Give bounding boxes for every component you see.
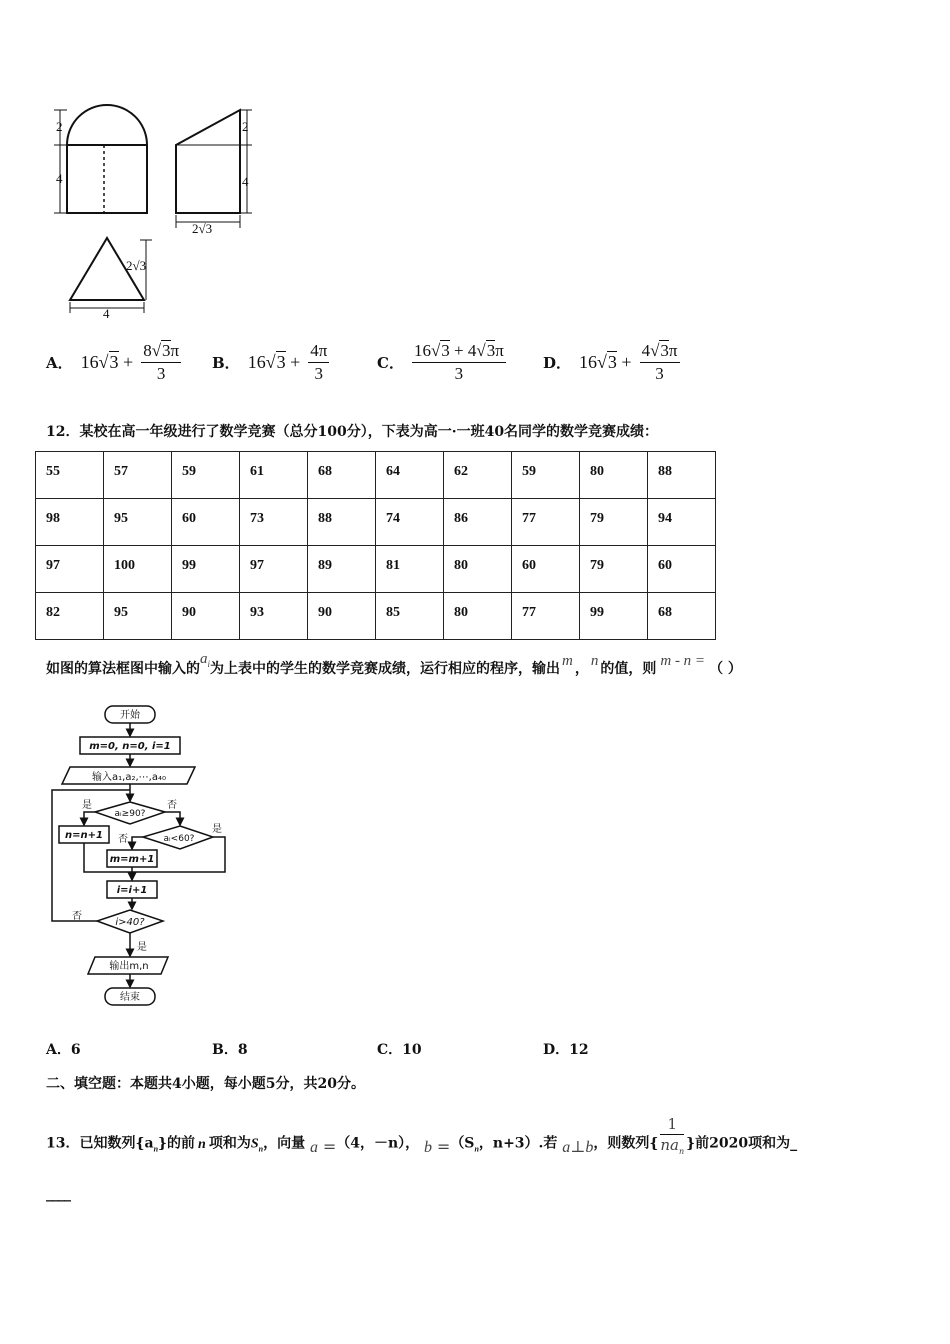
table-row xyxy=(36,546,716,593)
table-cell: 79 xyxy=(580,499,648,546)
front-label-top: 2 xyxy=(56,119,63,134)
table-cell: 80 xyxy=(444,593,512,640)
table-cell: 100 xyxy=(104,546,172,593)
flow-cond2-label: aᵢ<60? xyxy=(163,834,195,844)
table-cell: 73 xyxy=(240,499,308,546)
table-cell: 60 xyxy=(172,499,240,546)
flow-i-inc-label: i=i+1 xyxy=(116,885,148,896)
table-cell: 97 xyxy=(240,546,308,593)
top-label-base: 4 xyxy=(103,306,110,320)
table-cell: 55 xyxy=(36,452,104,499)
table-cell: 90 xyxy=(172,593,240,640)
table-cell: 74 xyxy=(376,499,444,546)
three-view-figure xyxy=(40,100,280,320)
q11-option-a[interactable]: A． 16√3 + $\frac{8√3\pi}{3}$ xyxy=(46,340,180,383)
table-cell: 59 xyxy=(512,452,580,499)
side-view-outline xyxy=(176,110,240,213)
flow-output-label: 输出m,n xyxy=(109,961,149,972)
table-cell: 85 xyxy=(376,593,444,640)
table-cell: 95 xyxy=(104,499,172,546)
side-label-base: 2√3 xyxy=(192,221,213,236)
flow-n-inc-label: n=n+1 xyxy=(65,830,103,841)
table-cell: 86 xyxy=(444,499,512,546)
top-label-height: 2√3 xyxy=(126,258,147,273)
table-cell: 62 xyxy=(444,452,512,499)
flow-input-label: 输入a₁,a₂,⋯,a₄₀ xyxy=(92,772,166,783)
flow-yes-3: 是 xyxy=(137,942,147,953)
table-cell: 88 xyxy=(308,499,376,546)
flow-start-label: 开始 xyxy=(120,710,140,721)
table-cell: 82 xyxy=(36,593,104,640)
flow-yes-1: 是 xyxy=(82,800,92,811)
algorithm-flowchart xyxy=(45,700,245,1012)
q11-option-b[interactable]: B． 16√3 + $\frac{4\pi}{3}$ xyxy=(212,340,328,383)
q12-option-c[interactable]: C．10 xyxy=(377,1042,422,1058)
q12-option-d[interactable]: D．12 xyxy=(543,1042,589,1058)
flow-init-label: m=0, n=0, i=1 xyxy=(89,741,171,752)
q11-option-c[interactable]: C． $\frac{16√3 + 4√3\pi}{3}$ xyxy=(377,340,504,383)
score-table xyxy=(35,451,716,640)
table-cell: 89 xyxy=(308,546,376,593)
table-cell: 99 xyxy=(580,593,648,640)
q12-stem: 12．某校在高一年级进行了数学竞赛（总分100分），下表为高一·一班40名同学的数学竞赛成绩： xyxy=(46,424,659,440)
flow-no-2: 否 xyxy=(118,834,128,845)
table-cell: 61 xyxy=(240,452,308,499)
side-label-bottom: 4 xyxy=(242,174,249,189)
table-cell: 68 xyxy=(308,452,376,499)
flow-no-3: 否 xyxy=(72,911,82,922)
table-cell: 90 xyxy=(308,593,376,640)
flow-yes-2: 是 xyxy=(212,824,222,835)
table-row xyxy=(36,452,716,499)
side-label-top: 2 xyxy=(242,119,249,134)
q12-question-line: 如图的算法框图中输入的$a_i$为上表中的学生的数学竞赛成绩，运行相应的程序，输出 m ， n 的值，则 m - n = （ ） xyxy=(46,651,742,677)
table-cell: 81 xyxy=(376,546,444,593)
table-cell: 77 xyxy=(512,593,580,640)
table-cell: 80 xyxy=(580,452,648,499)
table-cell: 60 xyxy=(648,546,716,593)
table-cell: 68 xyxy=(648,593,716,640)
table-cell: 79 xyxy=(580,546,648,593)
flow-end-label: 结束 xyxy=(120,992,140,1003)
table-cell: 98 xyxy=(36,499,104,546)
q11-option-d[interactable]: D． 16√3 + $\frac{4√3\pi}{3}$ xyxy=(543,340,678,383)
flow-no-1: 否 xyxy=(167,800,177,811)
q13-answer-blank[interactable]: ____ xyxy=(46,1186,70,1202)
table-cell: 80 xyxy=(444,546,512,593)
flow-cond3-label: i>40? xyxy=(115,917,145,928)
table-cell: 57 xyxy=(104,452,172,499)
front-label-bottom: 4 xyxy=(56,171,63,186)
flow-cond1-label: aᵢ≥90? xyxy=(114,809,146,819)
table-cell: 60 xyxy=(512,546,580,593)
table-cell: 93 xyxy=(240,593,308,640)
q12-option-b[interactable]: B．8 xyxy=(212,1042,248,1058)
table-cell: 59 xyxy=(172,452,240,499)
table-cell: 77 xyxy=(512,499,580,546)
flow-m-inc-label: m=m+1 xyxy=(109,854,155,865)
table-cell: 88 xyxy=(648,452,716,499)
table-row xyxy=(36,499,716,546)
table-cell: 64 xyxy=(376,452,444,499)
q12-option-a[interactable]: A．6 xyxy=(46,1042,81,1058)
table-row xyxy=(36,593,716,640)
table-cell: 99 xyxy=(172,546,240,593)
table-cell: 97 xyxy=(36,546,104,593)
section-2-heading: 二、填空题：本题共4小题，每小题5分，共20分。 xyxy=(46,1076,365,1092)
table-cell: 94 xyxy=(648,499,716,546)
table-cell: 95 xyxy=(104,593,172,640)
q13-line: 13．已知数列$\{a_n\}$的前 n 项和为$S_n$，向量 a =（4，－n）， $b =(S_n$，n+3）.若 a⊥b，则数列{ $\frac{1}{na_n}$ }前2020项和为_ xyxy=(46,1115,798,1156)
front-view-outline xyxy=(67,105,147,213)
